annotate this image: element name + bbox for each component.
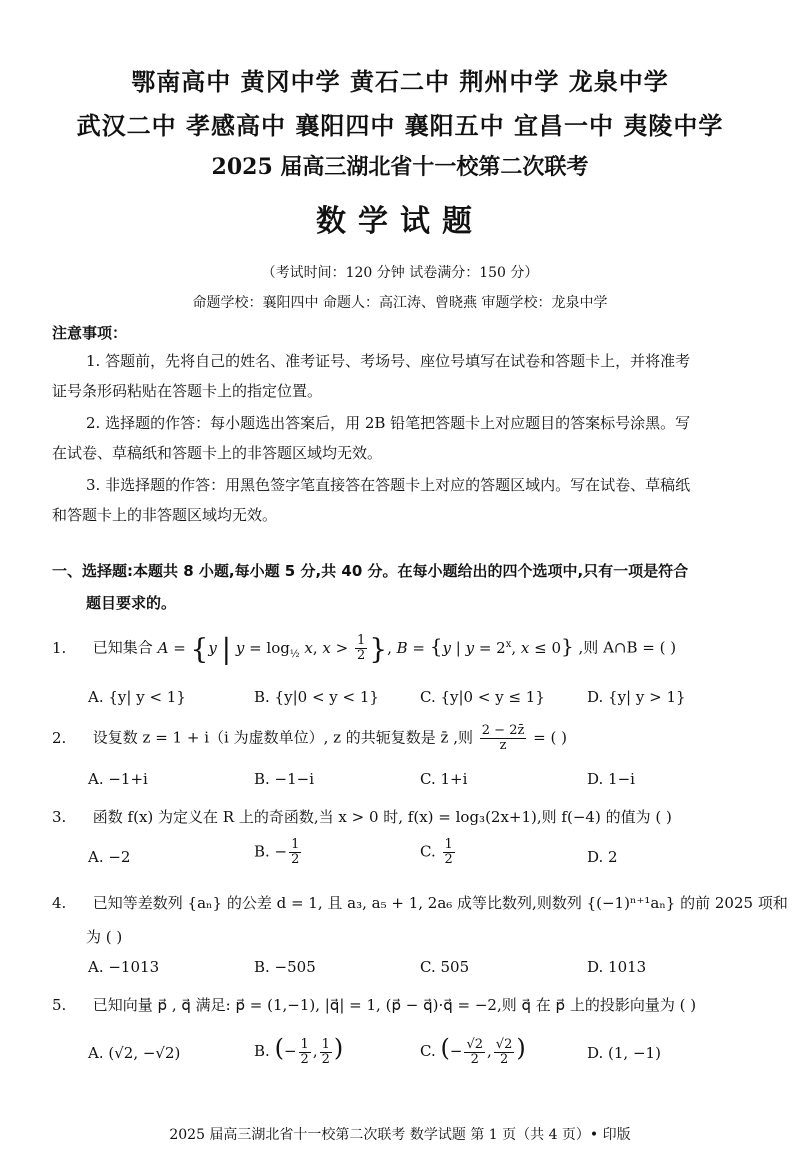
question-number: 2. xyxy=(52,728,67,747)
question-number: 4. xyxy=(52,894,67,912)
q1-option-c[interactable]: C. {y|0 < y ≤ 1} xyxy=(420,688,545,706)
notice-item-1: 1. 答题前，先将自己的姓名、准考证号、考场号、座位号填写在试卷和答题卡上，并将准考 xyxy=(86,352,691,370)
notice-item-2-cont: 在试卷、草稿纸和答题卡上的非答题区域均无效。 xyxy=(52,444,383,462)
q3-option-a[interactable]: A. −2 xyxy=(88,848,131,866)
notice-item-1-cont: 证号条形码粘贴在答题卡上的指定位置。 xyxy=(52,382,323,400)
school-list-line-2: 武汉二中 孝感高中 襄阳四中 襄阳五中 宜昌一中 夷陵中学 xyxy=(76,112,724,140)
question-text: 函数 f(x) 为定义在 R 上的奇函数,当 x > 0 时, f(x) = log₃(2x+1),则 f(−4) 的值为 ( ) xyxy=(92,808,672,826)
q1-option-d[interactable]: D. {y| y > 1} xyxy=(587,688,686,706)
fraction: $\frac{2 - 2z̄}{z}$ xyxy=(481,723,525,753)
question-text: 已知等差数列 {aₙ} 的公差 d = 1, 且 a₃, a₅ + 1, 2a₆ 成等比数列,则数列 {(−1)ⁿ⁺¹aₙ} 的前 2025 项和 xyxy=(92,894,788,912)
question-lead: 已知集合 xyxy=(92,638,153,657)
subject-title: 数学试题 xyxy=(316,204,484,239)
question-1 xyxy=(52,632,676,665)
question-number: 5. xyxy=(52,996,67,1014)
authors-line: 命题学校：襄阳四中 命题人：高江涛、曾晓燕 审题学校：龙泉中学 xyxy=(192,295,608,311)
q3-option-c[interactable]: C. $\frac{1}{2}$ xyxy=(420,837,453,867)
question-2 xyxy=(52,724,567,753)
notice-item-2: 2. 选择题的作答：每小题选出答案后，用 2B 铅笔把答题卡上对应题目的答案标号涂黑。写 xyxy=(86,414,691,432)
q1-option-b[interactable]: B. {y|0 < y < 1} xyxy=(254,688,379,706)
q3-option-b[interactable]: B. − $\frac{1}{2}$ xyxy=(254,837,300,867)
question-text: 设复数 z = 1 + i（i 为虚数单位）, z 的共轭复数是 z̄ ,则 xyxy=(92,728,473,747)
notice-item-3-cont: 和答题卡上的非答题区域均无效。 xyxy=(52,506,278,524)
question-tail: = ( ) xyxy=(533,728,567,747)
exam-name: 2025 届高三湖北省十一校第二次联考 xyxy=(211,154,589,180)
notice-title: 注意事项： xyxy=(52,324,128,342)
school-list-line-1: 鄂南高中 黄冈中学 黄石二中 荆州中学 龙泉中学 xyxy=(131,68,669,96)
time-info: （考试时间：120 分钟 试卷满分：150 分） xyxy=(261,265,539,281)
set-a-expression: A = {y | $y = \log_{\frac{1}{2}} x$, x > $\frac{1}{2}$ }, B = {y | $y = 2^x$, x ≤ 0} xyxy=(157,632,574,665)
page-footer: 2025 届高三湖北省十一校第二次联考 数学试题 第 1 页（共 4 页）• 印版 xyxy=(169,1127,631,1143)
q4-option-c[interactable]: C. 505 xyxy=(420,958,470,976)
question-number: 3. xyxy=(52,808,67,826)
question-3 xyxy=(52,806,672,827)
q2-option-c[interactable]: C. 1+i xyxy=(420,770,468,788)
q3-option-d[interactable]: D. 2 xyxy=(587,848,618,866)
notice-item-3: 3. 非选择题的作答：用黑色签字笔直接答在答题卡上对应的答题区域内。写在试卷、草稿纸 xyxy=(86,476,691,494)
question-text: 已知向量 p⃗ , q⃗ 满足: p⃗ = (1,−1), |q⃗| = 1, (p⃗ − q⃗)·q⃗ = −2,则 q⃗ 在 p⃗ 上的投影向量为 ( ) xyxy=(92,996,697,1014)
question-4 xyxy=(52,892,788,913)
q5-option-a[interactable]: A. (√2, −√2) xyxy=(88,1044,181,1062)
q4-option-d[interactable]: D. 1013 xyxy=(587,958,647,976)
q4-option-b[interactable]: B. −505 xyxy=(254,958,316,976)
q5-option-c[interactable]: C. (− $\frac{√2}{2}$ , $\frac{√2}{2}$ ) xyxy=(420,1034,526,1067)
q5-option-d[interactable]: D. (1, −1) xyxy=(587,1044,661,1062)
q2-option-a[interactable]: A. −1+i xyxy=(88,770,148,788)
question-5 xyxy=(52,994,696,1015)
section-heading: 一、选择题:本题共 8 小题,每小题 5 分,共 40 分。在每小题给出的四个选项中,只有一项是符合 xyxy=(52,562,689,580)
q2-option-d[interactable]: D. 1−i xyxy=(587,770,635,788)
q5-option-b[interactable]: B. (− $\frac{1}{2}$ , $\frac{1}{2}$ ) xyxy=(254,1034,344,1067)
q2-option-b[interactable]: B. −1−i xyxy=(254,770,315,788)
question-4-cont: 为 ( ) xyxy=(86,928,123,946)
section-heading-cont: 题目要求的。 xyxy=(86,594,177,612)
question-number: 1. xyxy=(52,638,67,657)
question-tail: ,则 A∩B = ( ) xyxy=(578,638,677,657)
q1-option-a[interactable]: A. {y| y < 1} xyxy=(88,688,186,706)
q4-option-a[interactable]: A. −1013 xyxy=(88,958,160,976)
